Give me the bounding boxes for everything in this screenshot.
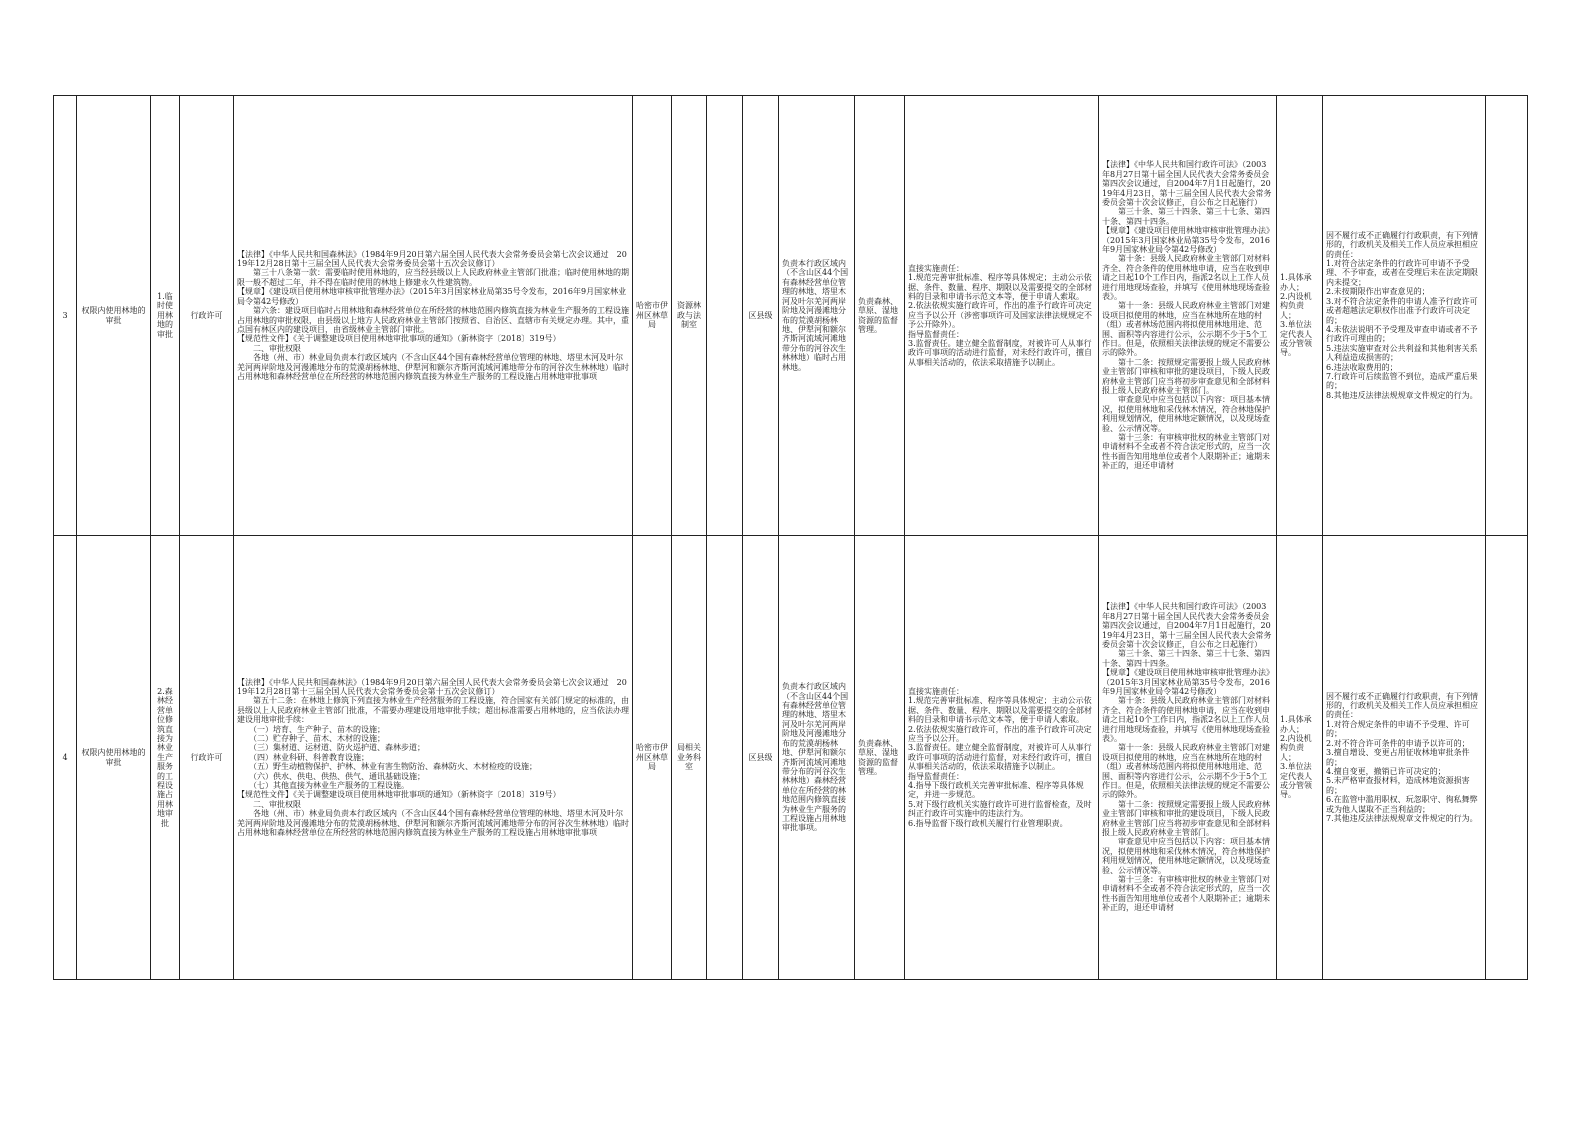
sub-item-name: 2.森林经营单位修筑直接为林业生产服务的工程设施占用林地审批 [151, 536, 180, 980]
implementing-department: 哈密市伊州区林草局 [633, 536, 672, 980]
item-name: 权限内使用林地的审批 [77, 96, 151, 536]
exercise-scope: 负责本行政区域内（不含山区44个国有森林经营单位管理的林地、塔里木河及叶尔羌河两岸阶地及河漫滩地分布的荒漠胡杨林地、伊犁河和额尔齐斯河流域河滩地带分布的河谷次生林林地）森林经营单位在所经营的林地范围内修筑直接为林业生产服务的工程设施占用林地审批事项。 [779, 536, 855, 980]
exercise-level: 区县级 [743, 536, 779, 980]
legal-basis: 【法律】《中华人民共和国森林法》（1984年9月20日第六届全国人民代表大会常务委员会第七次会议通过 2019年12月28日第十三届全国人民代表大会常务委员会第十五次会议修订） 第三十八条第一款：需要临时使用林地的，应当经县级以上人民政府林业主管部门批准；临时使用林地的期限一般不超过二年，并不得在临时使用的林地上修建永久性建筑物。 【规章】《建设项目使用林地审核审批管理办法》（2015年3月国家林业局第35号令发布，2016年9月国家林业局令第42号修改） 第六条：建设项目临时占用林地和森林经营单位在所经营的林地范围内修筑直接为林业生产服务的工程设施占用林地的审批权限，由县级以上地方人民政府林业主管部门按照省、自治区、直辖市有关规定办理。其中，重点国有林区内的建设项目，由省级林业主管部门审批。 【规范性文件】《关于调整建设项目使用林地审批事项的通知》（新林资字〔2018〕319号） 二、审批权限 各地（州、市）林业局负责本行政区域内（不含山区44个国有森林经营单位管理的林地、塔里木河及叶尔羌河两岸阶地及河漫滩地分布的荒漠胡杨林地、伊犁河和额尔齐斯河流域河滩地带分布的河谷次生林林地）临时占用林地和森林经营单位在所经营的林地范围内修筑直接为林业生产服务的工程设施占用林地审批事项 [234, 96, 633, 536]
responsibility-subject: 1.具体承办人； 2.内设机构负责人； 3.单位法定代表人或分管领导。 [1277, 536, 1323, 980]
table-row [54, 96, 1528, 536]
responsibility-content: 直接实施责任： 1.规范完善审批标准、程序等具体规定；主动公示依据、条件、数量、程序、期限以及需要提交的全部材料的目录和申请书示范文本等，便于申请人索取。 2.依法依规实施行政许可，作出的准予行政许可决定应当予以公开。 3.监督责任。建立健全监督制度，对被许可人从事行政许可事项的活动进行监督，对未经行政许可，擅自从事相关活动的，依法采取措施予以制止。 指导监督责任： 4.指导下级行政机关完善审批标准、程序等具体规定，并进一步规范。 5.对下级行政机关实施行政许可进行监督检查，及时纠正行政许可实施中的违法行为。 6.指导监督下级行政机关履行行业管理职责。 [905, 536, 1099, 980]
responsible-office: 局相关业务科室 [672, 536, 707, 980]
department-duty: 负责森林、草原、湿地资源的监督管理。 [855, 96, 905, 536]
responsibility-content: 直接实施责任： 1.规范完善审批标准、程序等具体规定；主动公示依据、条件、数量、程序、期限以及需要提交的全部材料的目录和申请书示范文本等，便于申请人索取。 2.依法依规实施行政许可，作出的准予行政许可决定应当予以公开（涉密事项许可及国家法律法规规定不予公开除外）。 指导监督责任： 3.监督责任。建立健全监督制度，对被许可人从事行政许可事项的活动进行监督，对未经行政许可，擅自从事相关活动的，依法采取措施予以制止。 [905, 96, 1099, 536]
power-type: 行政许可 [180, 96, 234, 536]
remark [1486, 96, 1528, 536]
responsibility-basis: 【法律】《中华人民共和国行政许可法》（2003年8月27日第十届全国人民代表大会常务委员会第四次会议通过，自2004年7月1日起施行，2019年4月23日，第十三届全国人民代表大会常务委员会第十次会议修正，自公布之日起施行） 第三十条、第三十四条、第三十七条、第四十条、第四十四条。 【规章】《建设项目使用林地审核审批管理办法》（2015年3月国家林业局第35号令发布，2016年9月国家林业局令第42号修改） 第十条：县级人民政府林业主管部门对材料齐全、符合条件的使用林地申请，应当在收到申请之日起10个工作日内，指派2名以上工作人员进行用地现场查验，并填写《使用林地现场查验表》。 第十一条：县级人民政府林业主管部门对建设项目拟使用的林地，应当在林地所在地的村（组）或者林场范围内将拟使用林地用途、范围、面积等内容进行公示，公示期不少于5个工作日。但是，依照相关法律法规的规定不需要公示的除外。 第十二条：按照规定需要报上级人民政府林业主管部门审核和审批的建设项目，下级人民政府林业主管部门应当将初步审查意见和全部材料报上级人民政府林业主管部门。 审查意见中应当包括以下内容：项目基本情况，拟使用林地和采伐林木情况，符合林地保护利用规划情况，使用林地定额情况，以及现场查验、公示情况等。 第十三条：有审核审批权的林业主管部门对申请材料不全或者不符合法定形式的，应当一次性书面告知用地单位或者个人限期补正；逾期未补正的，退还申请材 [1099, 96, 1277, 536]
exercise-scope: 负责本行政区域内（不含山区44个国有森林经营单位管理的林地、塔里木河及叶尔羌河两岸阶地及河漫滩地分布的荒漠胡杨林地、伊犁河和额尔齐斯河流域河滩地带分布的河谷次生林林地）临时占用林地。 [779, 96, 855, 536]
item-number: 3 [54, 96, 77, 536]
item-name: 权限内使用林地的审批 [77, 536, 151, 980]
remark [1486, 536, 1528, 980]
responsibility-subject: 1.具体承办人； 2.内设机构负责人； 3.单位法定代表人或分管领导。 [1277, 96, 1323, 536]
responsibility-basis: 【法律】《中华人民共和国行政许可法》（2003年8月27日第十届全国人民代表大会常务委员会第四次会议通过，自2004年7月1日起施行，2019年4月23日，第十三届全国人民代表大会常务委员会第十次会议修正，自公布之日起施行） 第三十条、第三十四条、第三十七条、第四十条、第四十四条。 【规章】《建设项目使用林地审核审批管理办法》（2015年3月国家林业局第35号令发布，2016年9月国家林业局令第42号修改） 第十条：县级人民政府林业主管部门对材料齐全、符合条件的使用林地申请，应当在收到申请之日起10个工作日内，指派2名以上工作人员进行用地现场查验，并填写《使用林地现场查验表》。 第十一条：县级人民政府林业主管部门对建设项目拟使用的林地，应当在林地所在地的村（组）或者林场范围内将拟使用林地用途、范围、面积等内容进行公示，公示期不少于5个工作日。但是，依照相关法律法规的规定不需要公示的除外。 第十二条：按照规定需要报上级人民政府林业主管部门审核和审批的建设项目，下级人民政府林业主管部门应当将初步审查意见和全部材料报上级人民政府林业主管部门。 审查意见中应当包括以下内容：项目基本情况，拟使用林地和采伐林木情况，符合林地保护利用规划情况，使用林地定额情况，以及现场查验、公示情况等。 第十三条：有审核审批权的林业主管部门对申请材料不全或者不符合法定形式的，应当一次性书面告知用地单位或者个人限期补正；逾期未补正的，退还申请材 [1099, 536, 1277, 980]
department-duty: 负责森林、草原、湿地资源的监督管理。 [855, 536, 905, 980]
sub-item-name: 1.临时使用林地的审批 [151, 96, 180, 536]
accountability-situation: 因不履行或不正确履行行政职责，有下列情形的，行政机关及相关工作人员应承担相应的责任： 1.对符合规定条件的申请不予受理、许可的； 2.对不符合许可条件的申请予以许可的； 3.擅自增设、变更占用征收林地审批条件的； 4.擅自变更，撤销已许可决定的； 5.未严格审查报材料，造成林地资源损害的； 6.在监管中滥用职权、玩忽职守、徇私舞弊或为他人谋取不正当利益的； 7.其他违反法律法规规章文件规定的行为。 [1323, 536, 1486, 980]
power-list-table [53, 95, 1528, 980]
implementing-department: 哈密市伊州区林草局 [633, 96, 672, 536]
exercise-level: 区县级 [743, 96, 779, 536]
accountability-situation: 因不履行或不正确履行行政职责，有下列情形的，行政机关及相关工作人员应承担相应的责任： 1.对符合法定条件的行政许可申请不予受理、不予审查，或者在受理后未在法定期限内未提交； 2.未按期限作出审查意见的； 3.对不符合法定条件的申请人准予行政许可或者超越法定职权作出准予行政许可决定的； 4.未依法说明不予受理及审查申请或者不予行政许可理由的； 5.违法实施审查对公共利益和其他利害关系人利益造成损害的； 6.违法收取费用的； 7.行政许可后续监管不到位，造成严重后果的； 8.其他违反法律法规规章文件规定的行为。 [1323, 96, 1486, 536]
table-row [54, 536, 1528, 980]
power-type: 行政许可 [180, 536, 234, 980]
legal-basis: 【法律】《中华人民共和国森林法》（1984年9月20日第六届全国人民代表大会常务委员会第七次会议通过 2019年12月28日第十三届全国人民代表大会常务委员会第十五次会议修订） 第五十二条：在林地上修筑下列直接为林业生产经营服务的工程设施，符合国家有关部门规定的标准的，由县级以上人民政府林业主管部门批准，不需要办理建设用地审批手续；超出标准需要占用林地的，应当依法办理建设用地审批手续： （一）培育、生产种子、苗木的设施； （二）贮存种子、苗木、木材的设施； （三）集材道、运材道、防火巡护道、森林步道； （四）林业科研、科普教育设施； （五）野生动植物保护、护林、林业有害生物防治、森林防火、木材检疫的设施； （六）供水、供电、供热、供气、通讯基础设施； （七）其他直接为林业生产服务的工程设施。 【规范性文件】《关于调整建设项目使用林地审批事项的通知》（新林资字〔2018〕319号） 二、审批权限 各地（州、市）林业局负责本行政区域内（不含山区44个国有森林经营单位管理的林地、塔里木河及叶尔羌河两岸阶地及河漫滩地分布的荒漠胡杨林地、伊犁河和额尔齐斯河流域河滩地带分布的河谷次生林林地）临时占用林地和森林经营单位在所经营的林地范围内修筑直接为林业生产服务的工程设施占用林地审批事项 [234, 536, 633, 980]
item-number: 4 [54, 536, 77, 980]
blank-cell [707, 536, 743, 980]
responsible-office: 资源林政与法制室 [672, 96, 707, 536]
blank-cell [707, 96, 743, 536]
